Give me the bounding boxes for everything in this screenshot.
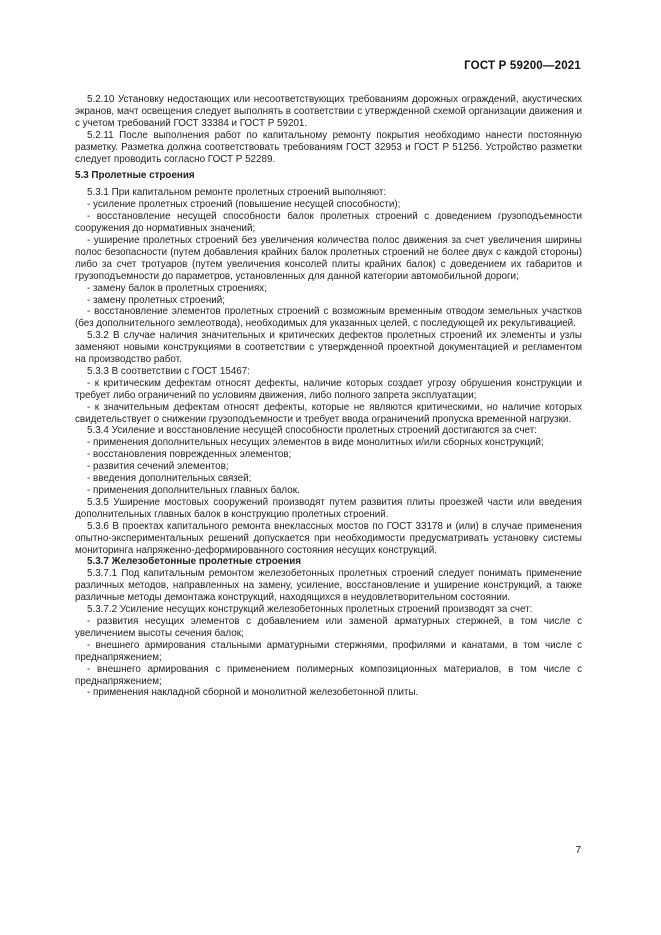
list-item: - замену пролетных строений; xyxy=(87,294,225,306)
list-item: - внешнего армирования стальными арматурными стержнями, профилями и канатами, в том числе с преднапряжением; xyxy=(75,639,582,663)
list-item: - уширение пролетных строений без увеличения количества полос движения за счет увеличения ширины полос безопасности (путем добавления крайних балок пролетных строений не более двух с каждой стороны) либо за счет тротуаров (путем увеличения консолей плиты крайних балок) с доведением их габаритов и грузоподъемности до параметров, установленных для данной категории автомобильной дороги; xyxy=(75,234,582,282)
list-item: - замену балок в пролетных строениях; xyxy=(87,282,267,294)
page-number: 7 xyxy=(575,845,581,856)
document-id-header: ГОСТ Р 59200—2021 xyxy=(464,60,581,72)
list-item: - применения дополнительных главных балок. xyxy=(87,485,300,496)
section-heading-5-3: 5.3 Пролетные строения xyxy=(75,170,195,182)
paragraph-5-2-11: 5.2.11 После выполнения работ по капитальному ремонту покрытия необходимо нанести постоянную разметку. Разметка должна соответствовать требованиям ГОСТ 32953 и ГОСТ Р 51256. Устройство разметки следует проводить согласно ГОСТ Р 52289. xyxy=(75,129,582,165)
paragraph-5-3-6: 5.3.6 В проектах капитального ремонта внеклассных мостов по ГОСТ 33178 и (или) в случае применения опытно-экспериментальных решений допускается при необходимости предусматривать установку системы мониторинга напряженно-деформированного состояния несущих конструкций. xyxy=(75,520,582,556)
list-item: - применения дополнительных несущих элементов в виде монолитных и/или сборных конструкций; xyxy=(87,437,544,449)
list-item: - внешнего армирования с применением полимерных композиционных материалов, в том числе с преднапряжением; xyxy=(75,663,582,687)
paragraph-5-3-7-1: 5.3.7.1 Под капитальным ремонтом железобетонных пролетных строений следует понимать применение различных методов, направленных на замену, усиление, восстановление и уширение конструкций, а также различные методы демонтажа конструкций, находящихся в неудовлетворительном состоянии. xyxy=(75,568,582,604)
paragraph-5-3-2: 5.3.2 В случае наличия значительных и критических дефектов пролетных строений их элементы и узлы заменяют новыми конструкциями в соответствии с утвержденной проектной документацией и регламентом на производство работ. xyxy=(75,330,582,366)
paragraph-5-3-5: 5.3.5 Уширение мостовых сооружений производят путем развития плиты проезжей части или введения дополнительных главных балок в конструкцию пролетных строений. xyxy=(75,496,582,520)
paragraph-5-3-1: 5.3.1 При капитальном ремонте пролетных строений выполняют: xyxy=(87,187,387,199)
list-item: - введения дополнительных связей; xyxy=(87,473,252,485)
list-item: - усиление пролетных строений (повышение несущей способности); xyxy=(87,199,401,211)
list-item: - применения накладной сборной и монолитной железобетонной плиты. xyxy=(87,687,419,699)
list-item: - к значительным дефектам относят дефекты, которые не являются критическими, но наличие которых свидетельствует о снижении грузоподъемности и требует ввода ограничений пропуска временной нагрузки. xyxy=(75,401,582,425)
list-item: - восстановления поврежденных элементов; xyxy=(87,449,292,461)
list-item: - развития несущих элементов с добавлением или заменой арматурных стержней, в том числе с увеличением высоты сечения балок; xyxy=(75,615,582,639)
paragraph-5-3-4: 5.3.4 Усиление и восстановление несущей способности пролетных строений достигаются за счет: xyxy=(87,425,537,437)
list-item: - восстановление элементов пролетных строений с возможным временным отводом земельных участков (без дополнительного землеотвода), необходимых для указанных целей, с последующей их рекультивацией. xyxy=(75,306,582,330)
paragraph-5-3-3: 5.3.3 В соответствии с ГОСТ 15467: xyxy=(87,365,250,377)
list-item: - к критическим дефектам относят дефекты, наличие которых создает угрозу обрушения конструкции и требует либо ограничений по условиям движения, либо полного запрета эксплуатации; xyxy=(75,377,582,401)
paragraph-5-3-7-2: 5.3.7.2 Усиление несущих конструкций железобетонных пролетных строений производят за счет: xyxy=(87,604,533,616)
section-heading-5-3-7: 5.3.7 Железобетонные пролетные строения xyxy=(87,556,302,568)
list-item: - развития сечений элементов; xyxy=(87,461,229,473)
paragraph-5-2-10: 5.2.10 Установку недостающих или несоответствующих требованиям дорожных ограждений, акустических экранов, мачт освещения следует выполнять в соответствии с утвержденной схемой организации движения и с учетом требований ГОСТ 33384 и ГОСТ Р 59201. xyxy=(75,94,582,129)
document-body xyxy=(75,94,582,699)
list-item: - восстановление несущей способности балок пролетных строений с доведением грузоподъемности сооружения до нормативных значений; xyxy=(75,211,582,235)
